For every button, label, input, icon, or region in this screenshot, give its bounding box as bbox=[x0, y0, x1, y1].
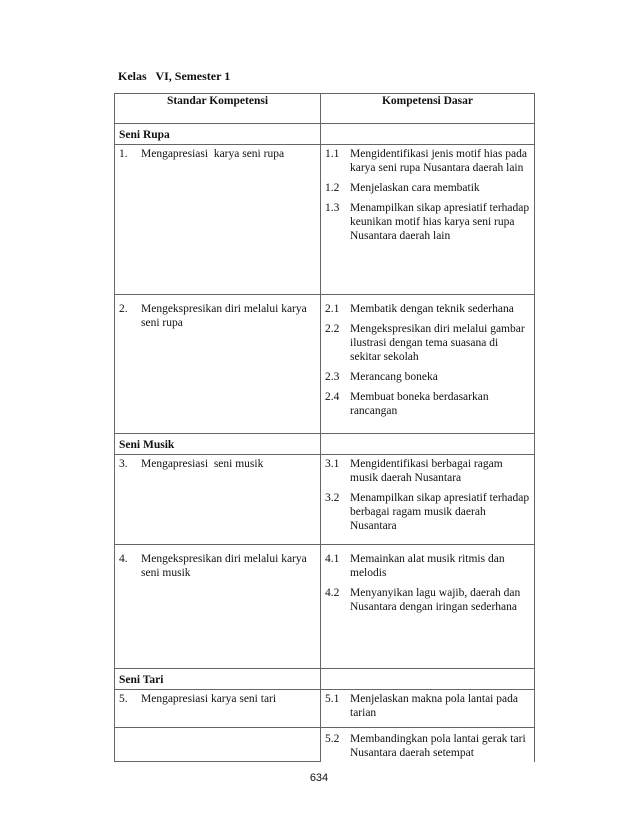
kd-item bbox=[325, 201, 530, 243]
kd-number: 1.2 bbox=[325, 182, 340, 194]
kd-number: 2.4 bbox=[325, 391, 340, 403]
kd-number: 5.2 bbox=[325, 733, 340, 745]
standard-cell bbox=[115, 295, 321, 434]
kd-text: Mengidentifikasi berbagai ragam musik daerah Nusantara bbox=[350, 458, 503, 484]
standard-text: Mengekspresikan diri melalui karya seni rupa bbox=[141, 303, 313, 329]
kd-cell bbox=[321, 295, 535, 434]
table-row bbox=[115, 728, 535, 762]
section-empty-cell bbox=[321, 124, 535, 145]
kd-number: 2.3 bbox=[325, 371, 340, 383]
table-row bbox=[115, 455, 535, 545]
kd-text: Menyanyikan lagu wajib, daerah dan Nusantara dengan iringan sederhana bbox=[350, 587, 521, 613]
standard-number: 4. bbox=[119, 553, 128, 565]
standard-text: Mengapresiasi karya seni tari bbox=[141, 693, 277, 705]
kd-item bbox=[325, 322, 530, 364]
table-row bbox=[115, 545, 535, 669]
competency-table bbox=[114, 93, 535, 762]
section-label-cell bbox=[115, 124, 321, 145]
table-row bbox=[115, 690, 535, 728]
section-empty-cell bbox=[321, 434, 535, 455]
kd-number: 3.2 bbox=[325, 492, 340, 504]
header-kompetensi-dasar: Kompetensi Dasar bbox=[321, 94, 535, 124]
section-label: Seni Rupa bbox=[119, 129, 170, 141]
section-label-cell bbox=[115, 434, 321, 455]
kd-item bbox=[325, 370, 530, 384]
kd-text: Menampilkan sikap apresiatif terhadap keunikan motif hias karya seni rupa Nusantara daerah lain bbox=[350, 202, 530, 242]
kd-text: Membuat boneka berdasarkan rancangan bbox=[350, 391, 489, 417]
kd-item bbox=[325, 732, 530, 760]
standard-cell bbox=[115, 545, 321, 669]
kelas-value: VI, Semester 1 bbox=[155, 69, 231, 83]
table-row bbox=[115, 295, 535, 434]
standard-cell bbox=[115, 145, 321, 295]
kd-item bbox=[325, 147, 530, 175]
kd-item bbox=[325, 692, 530, 720]
kd-item bbox=[325, 302, 530, 316]
standard-cell bbox=[115, 455, 321, 545]
kd-number: 5.1 bbox=[325, 693, 340, 705]
kd-text: Membatik dengan teknik sederhana bbox=[350, 303, 514, 315]
standard-number: 1. bbox=[119, 148, 128, 160]
standard-cell bbox=[115, 728, 321, 762]
standard-cell bbox=[115, 690, 321, 728]
kd-text: Mengekspresikan diri melalui gambar ilustrasi dengan tema suasana di sekitar sekolah bbox=[350, 323, 525, 363]
standard-text: Mengapresiasi seni musik bbox=[141, 458, 264, 470]
standard-number: 2. bbox=[119, 303, 128, 315]
kd-text: Mengidentifikasi jenis motif hias pada karya seni rupa Nusantara daerah lain bbox=[350, 148, 527, 174]
page-number: 634 bbox=[309, 772, 329, 784]
kd-cell bbox=[321, 145, 535, 295]
section-empty-cell bbox=[321, 669, 535, 690]
kd-number: 4.1 bbox=[325, 553, 340, 565]
kd-text: Menampilkan sikap apresiatif terhadap berbagai ragam musik daerah Nusantara bbox=[350, 492, 530, 532]
kd-text: Menjelaskan makna pola lantai pada tarian bbox=[350, 693, 518, 719]
kd-number: 1.3 bbox=[325, 202, 340, 214]
kd-item bbox=[325, 586, 530, 614]
kd-cell bbox=[321, 728, 535, 762]
standard-text: Mengapresiasi karya seni rupa bbox=[141, 148, 285, 160]
kd-number: 4.2 bbox=[325, 587, 340, 599]
standard-number: 3. bbox=[119, 458, 128, 470]
kd-text: Membandingkan pola lantai gerak tari Nusantara daerah setempat bbox=[350, 733, 526, 759]
kd-cell bbox=[321, 690, 535, 728]
kd-item bbox=[325, 390, 530, 418]
kd-number: 2.1 bbox=[325, 303, 340, 315]
header-standar-kompetensi: Standar Kompetensi bbox=[115, 94, 321, 124]
kd-text: Menjelaskan cara membatik bbox=[350, 182, 480, 194]
kd-cell bbox=[321, 455, 535, 545]
section-label: Seni Tari bbox=[119, 674, 164, 686]
section-label-cell bbox=[115, 669, 321, 690]
page-title bbox=[118, 69, 230, 84]
standard-text: Mengekspresikan diri melalui karya seni musik bbox=[141, 553, 313, 579]
kd-item bbox=[325, 457, 530, 485]
table-row bbox=[115, 145, 535, 295]
kd-text: Merancang boneka bbox=[350, 371, 438, 383]
kd-number: 2.2 bbox=[325, 323, 340, 335]
kd-number: 1.1 bbox=[325, 148, 340, 160]
kd-number: 3.1 bbox=[325, 458, 340, 470]
kd-text: Memainkan alat musik ritmis dan melodis bbox=[350, 553, 505, 579]
kd-item bbox=[325, 552, 530, 580]
kelas-label: Kelas bbox=[118, 69, 147, 83]
kd-item bbox=[325, 181, 530, 195]
kd-item bbox=[325, 491, 530, 533]
section-label: Seni Musik bbox=[119, 439, 175, 451]
kd-cell bbox=[321, 545, 535, 669]
standard-number: 5. bbox=[119, 693, 128, 705]
